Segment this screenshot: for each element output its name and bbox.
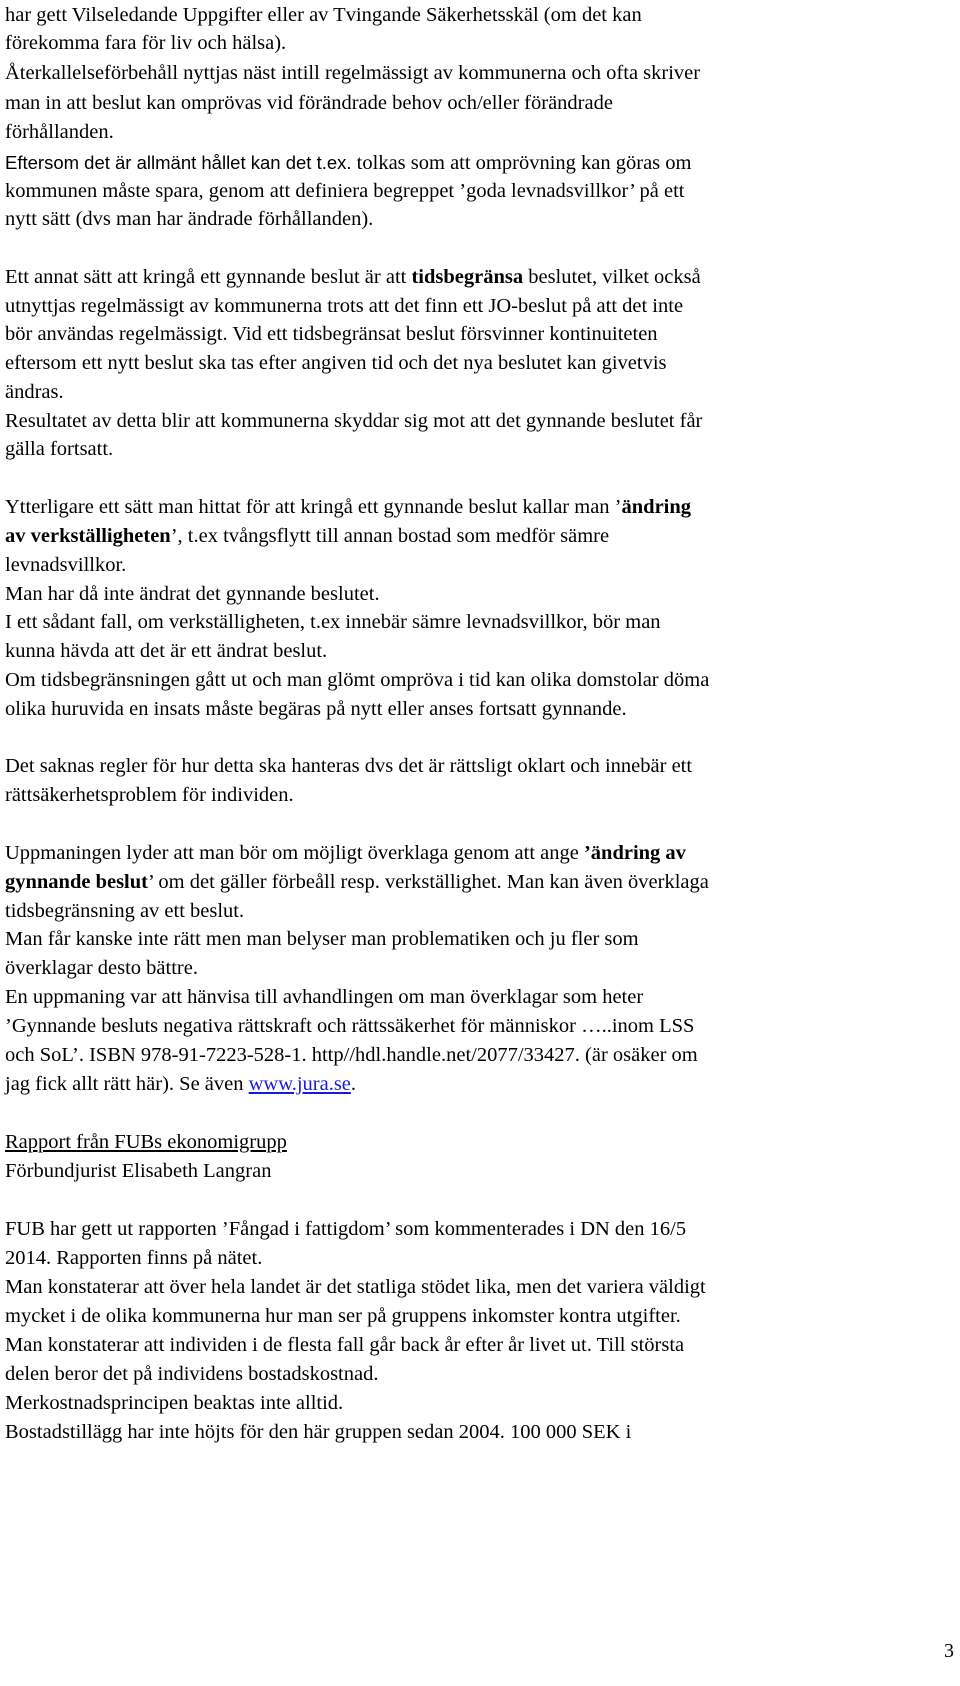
text-line: Man får kanske inte rätt men man belyser man problematiken och ju fler som [5, 928, 639, 950]
text-line: gälla fortsatt. [5, 438, 114, 460]
text-run: Man kan även överklaga [501, 871, 709, 893]
text-line: ändras. [5, 381, 64, 403]
text-run: ’ om det gäller förbeåll resp. verkställighet. [147, 871, 502, 893]
text-line [5, 149, 691, 178]
author-line: Förbundjurist Elisabeth Langran [5, 1160, 272, 1182]
text-line: Det saknas regler för hur detta ska hanteras dvs det är rättsligt oklart och innebär ett [5, 755, 693, 777]
text-line: man in att beslut kan omprövas vid förändrade behov och/eller förändrade [5, 92, 613, 114]
text-line: Merkostnadsprincipen beaktas inte alltid. [5, 1392, 344, 1414]
text-line: Man har då inte ändrat det gynnande beslutet. [5, 583, 380, 605]
text-run: Uppmaningen lyder att man bör om möjligt överklaga genom att ange [5, 842, 584, 864]
text-line: förekomma fara för liv och hälsa). [5, 32, 287, 54]
bold-term: ’ändring av [583, 842, 686, 864]
jura-link[interactable]: www.jura.se [248, 1073, 351, 1095]
text-line [5, 523, 609, 551]
text-line: har gett Vilseledande Uppgifter eller av Tvingande Säkerhetsskäl (om det kan [5, 4, 642, 26]
text-line: FUB har gett ut rapporten ’Fångad i fattigdom’ som kommenterades i DN den 16/5 [5, 1218, 687, 1240]
text-line [5, 869, 709, 897]
text-line [5, 264, 701, 292]
text-line: utnyttjas regelmässigt av kommunerna trots att det finn ett JO-beslut på att det inte [5, 295, 684, 317]
text-line: mycket i de olika kommunerna hur man ser på gruppens inkomster kontra utgifter. [5, 1305, 681, 1327]
text-line: tidsbegränsning av ett beslut. [5, 900, 245, 922]
bold-term: gynnande beslut [5, 871, 148, 893]
page-number: 3 [944, 1640, 954, 1662]
text-line: nytt sätt (dvs man har ändrade förhållanden). [5, 208, 374, 230]
text-run: Eftersom det är allmänt hållet kan det t.ex. [5, 152, 352, 173]
text-line: delen beror det på individens bostadskostnad. [5, 1363, 379, 1385]
text-line: Om tidsbegränsningen gått ut och man glömt ompröva i tid kan olika domstolar döma [5, 669, 710, 691]
text-run: ’, t.ex tvångsflytt till annan bostad som medför sämre [170, 525, 610, 547]
section-heading [5, 1129, 287, 1157]
bold-term: tidsbegränsa [411, 266, 524, 288]
text-run: . [350, 1073, 357, 1095]
text-line: Bostadstillägg har inte höjts för den här gruppen sedan 2004. 100 000 SEK i [5, 1421, 632, 1443]
text-run: Ett annat sätt att kringå ett gynnande beslut är att [5, 266, 412, 288]
text-line: rättsäkerhetsproblem för individen. [5, 784, 294, 806]
text-run: Ytterligare ett sätt man hittat för att kringå ett gynnande beslut kallar man ’ [5, 496, 622, 518]
bold-term: ändring [621, 496, 692, 518]
text-line: En uppmaning var att hänvisa till avhandlingen om man överklagar som heter [5, 986, 644, 1008]
text-line: ’Gynnande besluts negativa rättskraft och rättssäkerhet för människor …..inom LSS [5, 1015, 695, 1037]
section-heading-text: Rapport från FUBs ekonomigrupp [5, 1131, 287, 1153]
text-line [5, 840, 686, 868]
text-line: Man konstaterar att individen i de flesta fall går back år efter år livet ut. Till största [5, 1334, 685, 1356]
text-line: kommunen måste spara, genom att definiera begreppet ’goda levnadsvillkor’ på ett [5, 180, 685, 202]
text-run: tolkas som att omprövning kan göras om [351, 152, 692, 174]
text-line: 2014. Rapporten finns på nätet. [5, 1247, 263, 1269]
text-line: kunna hävda att det är ett ändrat beslut. [5, 640, 328, 662]
text-line [5, 1071, 356, 1099]
bold-term: av verkställigheten [5, 525, 171, 547]
text-line [5, 494, 691, 522]
text-line: Resultatet av detta blir att kommunerna skyddar sig mot att det gynnande beslutet får [5, 410, 703, 432]
text-run: jag fick allt rätt här). Se även [5, 1073, 249, 1095]
text-line: Återkallelseförbehåll nyttjas näst intill regelmässigt av kommunerna och ofta skriver [5, 62, 701, 84]
text-line: levnadsvillkor. [5, 554, 127, 576]
text-line: överklagar desto bättre. [5, 957, 198, 979]
text-line: Man konstaterar att över hela landet är det statliga stödet lika, men det variera väldigt [5, 1276, 706, 1298]
text-line: I ett sådant fall, om verkställigheten, t.ex innebär sämre levnadsvillkor, bör man [5, 611, 661, 633]
text-line: bör användas regelmässigt. Vid ett tidsbegränsat beslut försvinner kontinuiteten [5, 323, 658, 345]
text-line: förhållanden. [5, 121, 114, 143]
text-line: eftersom ett nytt beslut ska tas efter angiven tid och det nya beslutet kan givetvis [5, 352, 667, 374]
text-line: olika huruvida en insats måste begäras på nytt eller anses fortsatt gynnande. [5, 698, 627, 720]
text-run: beslutet, vilket också [523, 266, 701, 288]
text-line: och SoL’. ISBN 978-91-7223-528-1. http//hdl.handle.net/2077/33427. (är osäker om [5, 1044, 698, 1066]
